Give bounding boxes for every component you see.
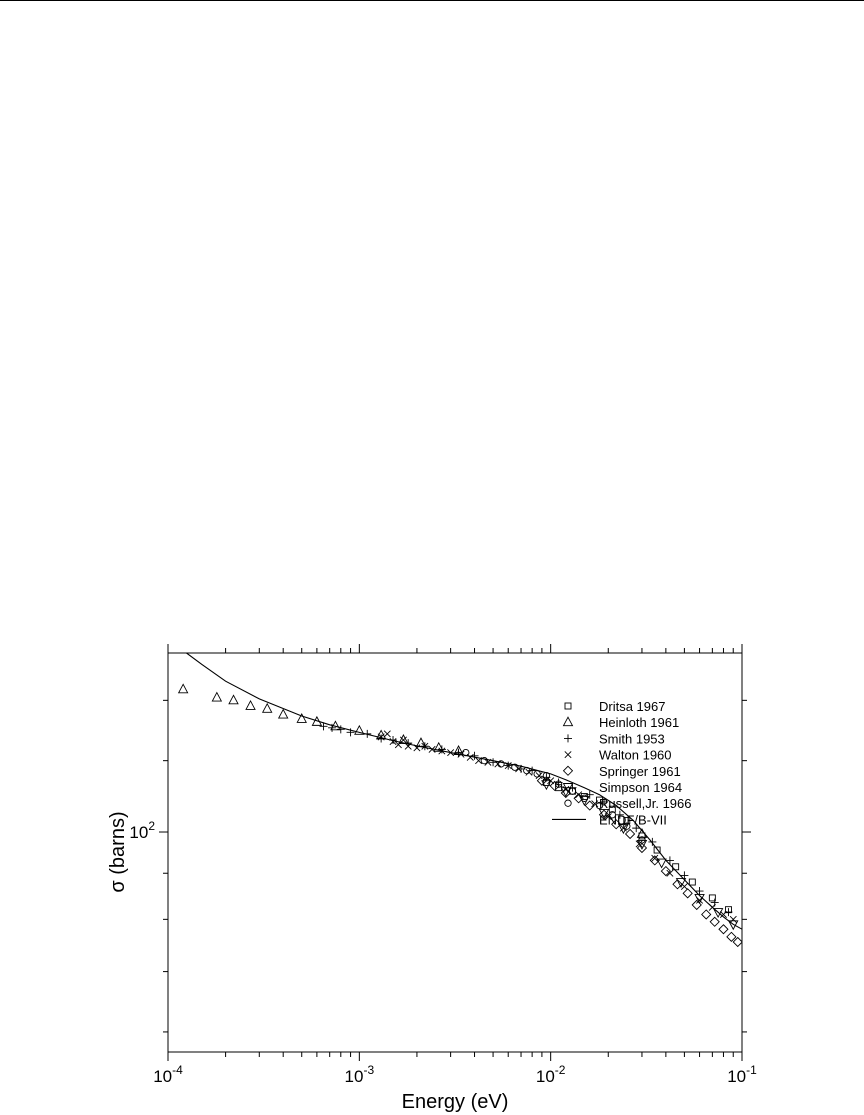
point-walton-1960: [384, 731, 390, 737]
point-springer-1961: [710, 917, 719, 926]
point-simpson-1964: [657, 859, 666, 868]
legend-symbol-russell-jr-1966: [565, 800, 571, 806]
point-smith-1953: [455, 749, 463, 757]
x-tick-labels: [153, 1063, 757, 1086]
legend-label-walton-1960: Walton 1960: [599, 747, 672, 763]
point-dritsa-1967: [689, 879, 695, 885]
x-tick-label: [153, 1063, 183, 1086]
legend-label-endf-b-vii: ENDF/B-VII: [599, 812, 667, 828]
x-tick-label: [727, 1063, 757, 1086]
legend-symbol-heinloth-1961: [564, 717, 573, 726]
x-tick-base: 10: [727, 1067, 747, 1086]
series-walton-1960: [378, 731, 737, 923]
point-springer-1961: [683, 889, 692, 898]
legend-label-heinloth-1961: Heinloth 1961: [599, 715, 680, 731]
point-walton-1960: [536, 772, 542, 778]
x-tick-exponent: -2: [554, 1063, 566, 1077]
legend-symbol-smith-1953: [564, 734, 572, 742]
x-tick-exponent: -3: [363, 1063, 375, 1077]
x-tick-exponent: -4: [172, 1063, 183, 1077]
x-tick-label: [345, 1063, 375, 1086]
legend-symbol-dritsa-1967: [565, 703, 571, 709]
point-heinloth-1961: [229, 695, 238, 704]
point-springer-1961: [733, 937, 742, 946]
point-russell-jr-1966: [581, 795, 587, 801]
point-springer-1961: [626, 829, 635, 838]
point-smith-1953: [438, 745, 446, 753]
point-springer-1961: [719, 925, 728, 934]
point-heinloth-1961: [263, 704, 272, 713]
y-tick-label: [129, 819, 155, 842]
legend-symbol-springer-1961: [564, 766, 573, 775]
point-walton-1960: [730, 916, 736, 922]
legend-label-springer-1961: Springer 1961: [599, 763, 681, 779]
x-axis-label: Energy (eV): [401, 1091, 509, 1113]
y-axis-label: σ (barns): [107, 811, 129, 893]
point-heinloth-1961: [212, 693, 221, 702]
legend-label-simpson-1964: Simpson 1964: [599, 780, 683, 795]
legend: [552, 699, 692, 827]
point-heinloth-1961: [246, 701, 255, 710]
point-smith-1953: [528, 767, 536, 775]
series-heinloth-1961: [179, 684, 647, 837]
x-tick-base: 10: [153, 1067, 173, 1086]
point-springer-1961: [702, 910, 711, 919]
legend-label-dritsa-1967: Dritsa 1967: [599, 699, 666, 714]
x-tick-base: 10: [344, 1067, 364, 1086]
point-heinloth-1961: [179, 684, 188, 692]
y-tick-base: 10: [129, 823, 149, 843]
legend-symbol-walton-1960: [565, 751, 571, 757]
point-smith-1953: [666, 856, 674, 864]
x-tick-base: 10: [535, 1067, 555, 1086]
y-tick-exponent: 2: [148, 819, 155, 834]
y-tick-labels: [129, 819, 155, 842]
legend-label-smith-1953: Smith 1953: [599, 731, 665, 747]
legend-label-russell-jr-1966: Russell,Jr. 1966: [599, 796, 692, 812]
point-russell-jr-1966: [463, 749, 469, 755]
x-tick-exponent: -1: [746, 1063, 757, 1077]
x-tick-label: [536, 1063, 566, 1086]
point-springer-1961: [727, 932, 736, 941]
point-smith-1953: [696, 887, 704, 895]
point-heinloth-1961: [279, 710, 288, 719]
point-smith-1953: [363, 730, 371, 738]
